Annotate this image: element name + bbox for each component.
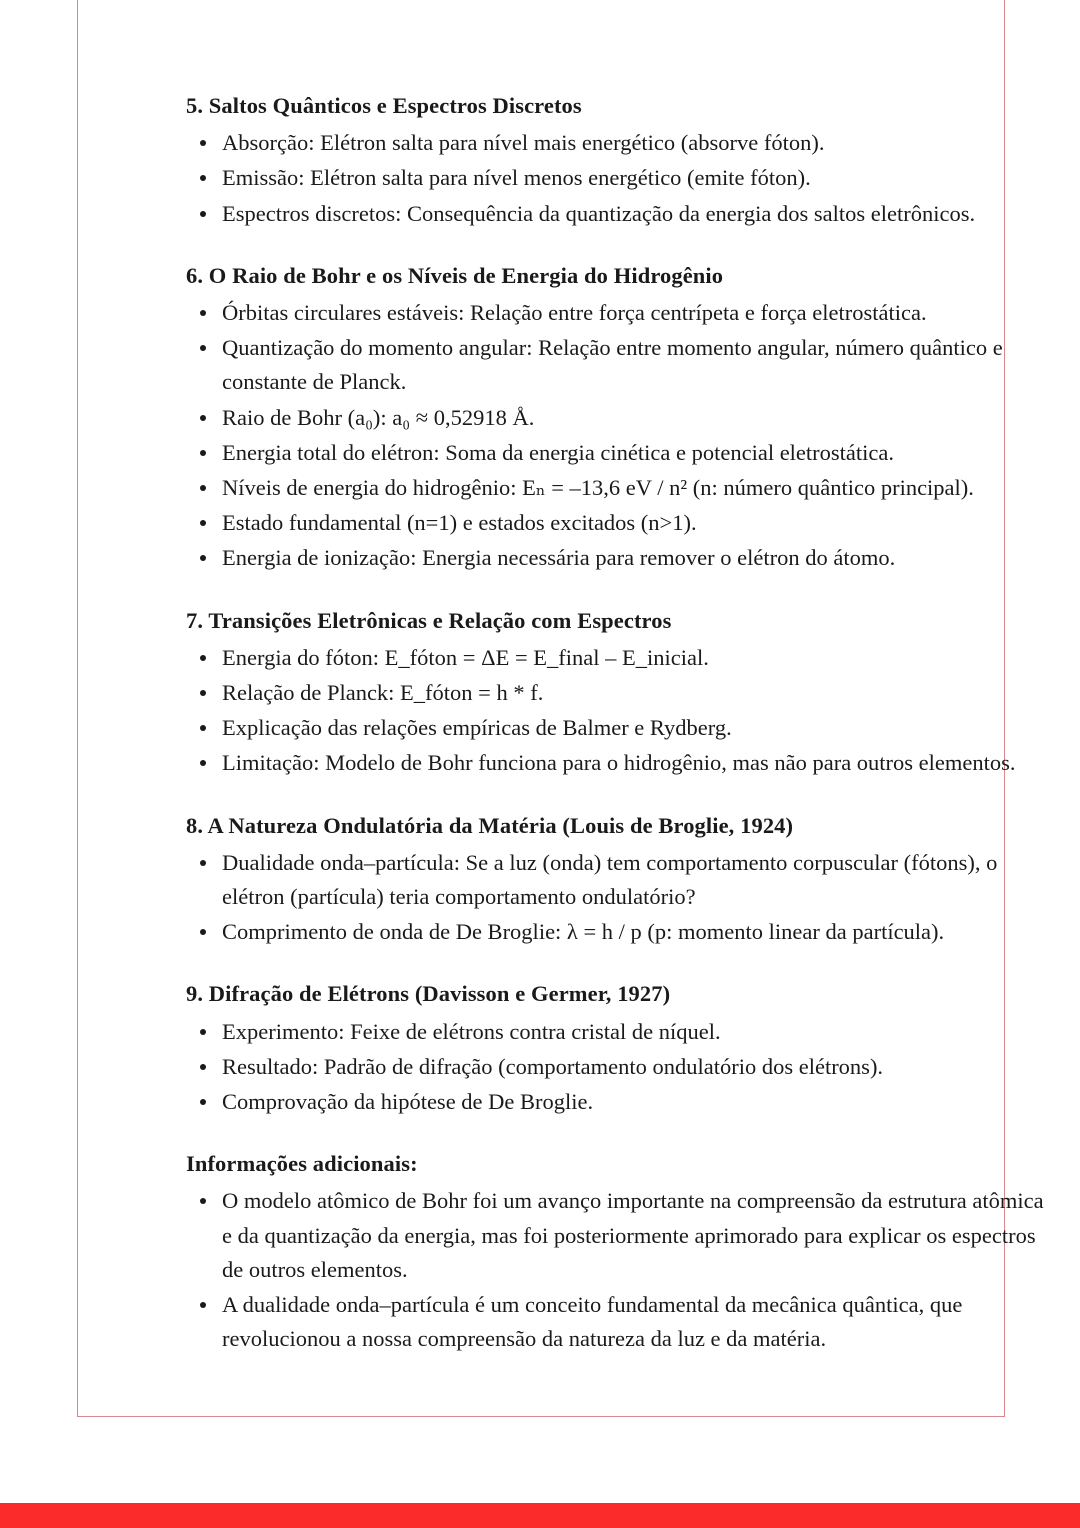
list-item: Energia do fóton: E_fóton = ΔE = E_final – E_inicial. <box>186 641 1048 675</box>
section-heading-7: 7. Transições Eletrônicas e Relação com Espectros <box>186 607 672 633</box>
list-item: Limitação: Modelo de Bohr funciona para o hidrogênio, mas não para outros elementos. <box>186 746 1048 780</box>
section-6 <box>186 261 1048 576</box>
bullet-list-additional-info <box>186 1184 1048 1356</box>
bullet-list-7 <box>186 641 1048 781</box>
section-8 <box>186 811 1048 950</box>
list-item: Energia de ionização: Energia necessária para remover o elétron do átomo. <box>186 541 1048 575</box>
list-item: Relação de Planck: E_fóton = h * f. <box>186 676 1048 710</box>
page-border-frame <box>77 0 1044 1417</box>
list-item: Quantização do momento angular: Relação entre momento angular, número quântico e constante de Planck. <box>186 331 1048 399</box>
document-content <box>186 91 1048 1384</box>
section-heading-6: 6. O Raio de Bohr e os Níveis de Energia do Hidrogênio <box>186 262 724 288</box>
list-item: O modelo atômico de Bohr foi um avanço importante na compreensão da estrutura atômica e da quantização da energia, mas foi posteriormente aprimorado para explicar os espectros de outros elementos. <box>186 1184 1048 1287</box>
list-item: Órbitas circulares estáveis: Relação entre força centrípeta e força eletrostática. <box>186 296 1048 330</box>
list-item: Resultado: Padrão de difração (comportamento ondulatório dos elétrons). <box>186 1050 1048 1084</box>
list-item: Estado fundamental (n=1) e estados excitados (n>1). <box>186 506 1048 540</box>
list-item: Emissão: Elétron salta para nível menos energético (emite fóton). <box>186 161 1048 195</box>
section-heading-additional-info: Informações adicionais: <box>186 1151 418 1177</box>
section-7 <box>186 606 1048 781</box>
bullet-list-6 <box>186 296 1048 576</box>
list-item: Dualidade onda–partícula: Se a luz (onda) tem comportamento corpuscular (fótons), o elétron (partícula) teria comportamento ondulatório? <box>186 846 1048 914</box>
bullet-list-8 <box>186 846 1048 950</box>
list-item: Energia total do elétron: Soma da energia cinética e potencial eletrostática. <box>186 436 1048 470</box>
section-9 <box>186 979 1048 1119</box>
list-item: Comprovação da hipótese de De Broglie. <box>186 1085 1048 1119</box>
list-item: Explicação das relações empíricas de Balmer e Rydberg. <box>186 711 1048 745</box>
list-item: Níveis de energia do hidrogênio: Eₙ = –13,6 eV / n² (n: número quântico principal). <box>186 471 1048 505</box>
section-additional-info <box>186 1149 1048 1356</box>
list-item: Comprimento de onda de De Broglie: λ = h / p (p: momento linear da partícula). <box>186 915 1048 949</box>
section-heading-9: 9. Difração de Elétrons (Davisson e Germer, 1927) <box>186 981 671 1007</box>
list-item: Absorção: Elétron salta para nível mais energético (absorve fóton). <box>186 126 1048 160</box>
list-item: A dualidade onda–partícula é um conceito fundamental da mecânica quântica, que revolucionou a nossa compreensão da natureza da luz e da matéria. <box>186 1288 1048 1356</box>
list-item: Espectros discretos: Consequência da quantização da energia dos saltos eletrônicos. <box>186 197 1048 231</box>
section-heading-5: 5. Saltos Quânticos e Espectros Discretos <box>186 93 582 118</box>
section-heading-8: 8. A Natureza Ondulatória da Matéria (Louis de Broglie, 1924) <box>186 812 794 838</box>
section-5 <box>186 91 1048 231</box>
list-item: Experimento: Feixe de elétrons contra cristal de níquel. <box>186 1015 1048 1049</box>
bottom-accent-bar <box>0 1503 1080 1528</box>
bullet-list-9 <box>186 1015 1048 1120</box>
list-item: Raio de Bohr (a₀): a₀ ≈ 0,52918 Å. <box>186 401 1048 435</box>
bullet-list-5 <box>186 126 1048 231</box>
